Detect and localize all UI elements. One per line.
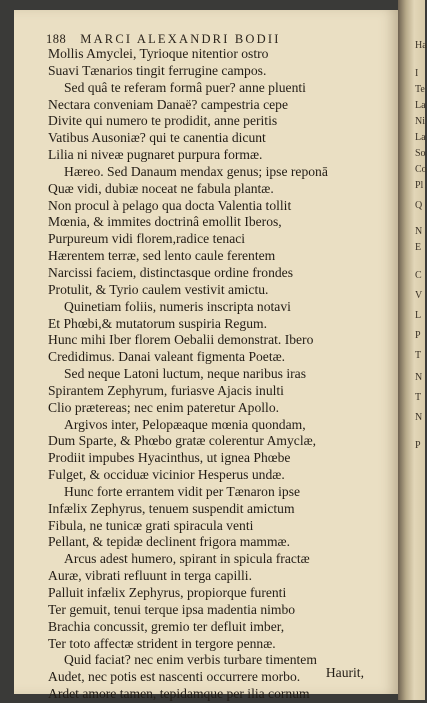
verse-line: Divite qui numero te prodidit, anne peritis xyxy=(48,113,278,129)
verse-line: Fulget, & occiduæ vicinior Hesperus undæ. xyxy=(48,467,285,483)
verse-line: Lilia ni niveæ pugnaret purpura formæ. xyxy=(48,147,263,163)
facing-page-fragment: La xyxy=(415,132,426,143)
verse-line: Non procul à pelago qua docta Valentia tollit xyxy=(48,197,292,213)
verse-line: Brachia concussit, gremio ter defluit imber, xyxy=(48,618,285,634)
verse-line: Quid faciat? nec enim verbis turbare timentem xyxy=(64,652,317,668)
verse-line: Nectara conveniam Danaë? campestria cepe xyxy=(48,96,289,112)
facing-page-fragment: I xyxy=(415,68,419,79)
facing-page-fragment: E xyxy=(415,242,422,253)
facing-page-fragment: Te xyxy=(415,84,425,95)
verse-line: Spirantem Zephyrum, furiasve Ajacis inulti xyxy=(48,382,284,398)
facing-page-fragment: Q xyxy=(415,200,423,211)
verse-line: Ter toto affectæ strident in tergore pennæ. xyxy=(48,635,276,651)
verse-line: Hærentem terræ, sed lento caule ferentem xyxy=(48,248,276,264)
facing-page-fragment: N xyxy=(415,372,423,383)
running-title: MARCI ALEXANDRI BODII xyxy=(80,32,281,46)
verse-line: Ardet amore tamen, tepidamque per ilia cornum xyxy=(48,686,310,702)
verse-line: Quæ vidi, dubiæ noceat ne fabula plantæ. xyxy=(48,180,274,196)
verse-line: Purpureum vidi florem,radice tenaci xyxy=(48,231,246,247)
facing-page-fragment: Pl xyxy=(415,180,424,191)
verse-line: Arcus adest humero, spirant in spicula fractæ xyxy=(64,551,310,567)
verse-line: Vatibus Ausoniæ? qui te canentia dicunt xyxy=(48,130,266,146)
verse-line: Palluit infælix Zephyrus, propiorque furenti xyxy=(48,585,287,600)
verse-line: Et Phœbi,& mutatorum suspiria Regum. xyxy=(48,315,268,331)
verse-line: Narcissi faciem, distinctasque ordine frondes xyxy=(48,264,293,280)
left-page xyxy=(14,10,398,702)
running-header xyxy=(46,32,388,47)
verse-line: Prodiit impubes Hyacinthus, ut ignea Phœbe xyxy=(48,450,291,466)
verse-line: Dum Sparte, & Phœbo gratæ colerentur Amyclæ, xyxy=(48,433,317,449)
verse-line: Clio prætereas; nec enim pateretur Apollo. xyxy=(48,399,280,415)
facing-page-fragment: P xyxy=(415,330,421,341)
facing-page-fragment: N xyxy=(415,412,423,423)
facing-page-fragment: L xyxy=(415,310,422,321)
facing-page-fragment: V xyxy=(415,290,423,301)
facing-page-fragment: P xyxy=(415,440,421,451)
verse-line: Mollis Amyclei, Tyrioque nitentior ostro xyxy=(48,46,269,61)
facing-page-fragment: Co xyxy=(415,164,427,175)
page-number: 188 xyxy=(46,32,67,46)
facing-page-fragment: La xyxy=(415,100,426,111)
facing-page-fragment: T xyxy=(415,392,422,403)
facing-page-fragment: C xyxy=(415,270,422,281)
facing-page-fragment: T xyxy=(415,350,422,361)
facing-page-fragment: So xyxy=(415,148,426,159)
facing-page-fragment: N xyxy=(415,226,423,237)
verse-line: Quinetiam foliis, numeris inscripta notavi xyxy=(64,298,291,314)
verse-line: Hunc mihi Iber florem Oebalii demonstrat. Ibero xyxy=(48,332,314,348)
verse-line: Infælix Zephyrus, tenuem suspendit amictum xyxy=(48,500,295,516)
facing-page-edge xyxy=(398,0,425,700)
facing-page-fragment: Ha xyxy=(415,40,427,51)
verse-line: Suavi Tænarios tingit ferrugine campos. xyxy=(48,62,267,78)
facing-page-fragment: Ni xyxy=(415,116,425,127)
verse-line: Audet, nec potis est nascenti occurrere morbo. xyxy=(48,669,301,685)
catchword: Haurit, xyxy=(325,665,364,680)
verse-line: Sed neque Latoni luctum, neque naribus iras xyxy=(64,366,306,382)
verse-line: Mœnia, & immites doctrinâ emollit Iberos, xyxy=(48,214,282,230)
verse-line: Hunc forte errantem vidit per Tænaron ipse xyxy=(64,483,301,499)
verse-line: Argivos inter, Pelopæaque mœnia quondam, xyxy=(64,416,306,432)
verse-line: Sed quâ te referam formâ puer? anne pluenti xyxy=(64,79,306,95)
poem-text xyxy=(48,46,394,703)
verse-line: Protulit, & Tyrio caulem vestivit amictu. xyxy=(48,281,269,297)
verse-line: Hæreo. Sed Danaum mendax genus; ipse reponā xyxy=(64,163,328,179)
verse-line: Credidimus. Danai valeant figmenta Poetæ. xyxy=(48,349,286,365)
verse-line: Fibula, ne tunicæ grati spiracula venti xyxy=(48,517,254,533)
verse-line: Pellant, & tepidæ declinent frigora mammæ. xyxy=(48,534,290,550)
verse-line: Ter gemuit, tenui terque ipsa madentia nimbo xyxy=(48,601,296,617)
verse-line: Auræ, vibrati refluunt in terga capilli. xyxy=(48,568,252,584)
